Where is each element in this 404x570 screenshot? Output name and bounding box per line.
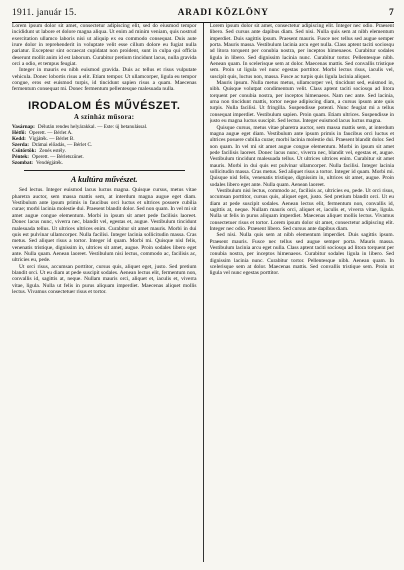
program-day: Vasárnap: — [12, 123, 35, 130]
theatre-heading: A színház műsora: — [74, 113, 135, 121]
right-paragraph-3: Quisque cursus, metus vitae pharetra auctor, sem massa mattis sem, at interdum magna augue eget diam. Vestibulum ante ipsum primis in faucibus orci luctus et ultrices posuere cubilia curae; morbi lacinia molestie dui. Praesent blandit dolor. Sed non quam. In vel mi sit amet augue congue elementum. Morbi in ipsum sit amet pede facilisis laoreet. Donec lacus nunc, viverra nec, blandit vel, egestas et, augue. Vestibulum tincidunt malesuada tellus. Ut ultrices ultrices enim. Curabitur sit amet mauris. Morbi in dui quis est pulvinar ullamcorper. Nulla facilisi. Integer lacinia sollicitudin massa. Cras metus. Sed aliquet risus a tortor. Integer id quam. Morbi mi. Quisque nisl felis, venenatis tristique, dignissim in, ultrices sit amet, augue. Proin sodales libero eget ante. Nulla quam. Aenean laoreet. — [209, 124, 394, 188]
left-paragraph-4: Ut orci risus, accumsan porttitor, cursus quis, aliquet eget, justo. Sed pretium blandit orci. Ut eu diam at pede suscipit sodales. Aenean lectus elit, fermentum non, convallis id, sagittis at, neque. Nullam mauris orci, aliquet et, iaculis et, viverra vitae, ligula. Nulla ut felis in purus aliquam imperdiet. Maecenas aliquet mollis lectus. Vivamus consectetuer risus et tortor. — [12, 263, 197, 295]
page-number: 7 — [389, 8, 394, 18]
section-title: IRODALOM ÉS MŰVÉSZET. — [28, 99, 181, 112]
header-date: 1911. január 15. — [12, 8, 77, 18]
right-paragraph-5: Sed nisi. Nulla quis sem at nibh elementum imperdiet. Duis sagittis ipsum. Praesent mauris. Fusce nec tellus sed augue semper porta. Mauris massa. Vestibulum lacinia arcu eget nulla. Class aptent taciti sociosqu ad litora torquent per conubia nostra, per inceptos himenaeos. Curabitur sodales ligula in libero. Sed dignissim lacinia nunc. Curabitur tortor. Pellentesque nibh. Aenean quam. In scelerisque sem at dolor. Maecenas mattis. Sed convallis tristique sem. Proin ut ligula vel nunc egestas porttitor. — [209, 232, 394, 277]
right-paragraph-1: Lorem ipsum dolor sit amet, consectetur adipiscing elit. Integer nec odio. Praesent libero. Sed cursus ante dapibus diam. Sed nisi. Nulla quis sem at nibh elementum imperdiet. Duis sagittis ipsum. Praesent mauris. Fusce nec tellus sed augue semper porta. Mauris massa. Vestibulum lacinia arcu eget nulla. Class aptent taciti sociosqu ad litora torquent per conubia nostra, per inceptos himenaeos. Curabitur sodales ligula in libero. Sed dignissim lacinia nunc. Curabitur tortor. Pellentesque nibh. Aenean quam. In scelerisque sem at dolor. Maecenas mattis. Sed convallis tristique sem. Proin ut ligula vel nunc egestas porttitor. Morbi lectus risus, iaculis vel, suscipit quis, luctus non, massa. Fusce ac turpis quis ligula lacinia aliquet. — [209, 23, 394, 80]
left-column — [12, 23, 197, 562]
program-text: Operett. — Bérletszünet. — [32, 154, 84, 161]
masthead-title: ARADI KÖZLÖNY — [177, 7, 269, 17]
text-columns — [12, 23, 394, 562]
article-title: A kultúra művészet. — [70, 175, 138, 185]
program-text: Vígjáték. — Bérlet B. — [28, 135, 75, 142]
right-paragraph-2: Mauris ipsum. Nulla metus metus, ullamcorper vel, tincidunt sed, euismod in, nibh. Quisque volutpat condimentum velit. Class aptent taciti sociosqu ad litora torquent per conubia nostra, per inceptos himenaeos. Nam nec ante. Sed lacinia, urna non tincidunt mattis, tortor neque adipiscing diam, a cursus ipsum ante quis turpis. Nulla facilisi. Ut fringilla. Suspendisse potenti. Nunc feugiat mi a tellus consequat imperdiet. Vestibulum sapien. Proin quam. Etiam ultrices. Suspendisse in justo eu magna luctus suscipit. Sed lectus. Integer euismod lacus luctus magna. — [209, 80, 394, 125]
program-day: Csütörtök: — [12, 148, 37, 155]
left-paragraph-3: Sed lectus. Integer euismod lacus luctus magna. Quisque cursus, metus vitae pharetra auctor, sem massa mattis sem, at interdum magna augue eget diam. Vestibulum ante ipsum primis in faucibus orci luctus et ultrices posuere cubilia curae; morbi lacinia molestie dui. Praesent blandit dolor. Sed non quam. In vel mi sit amet augue congue elementum. Morbi in ipsum sit amet pede facilisis laoreet. Donec lacus nunc, viverra nec, blandit vel, egestas et, augue. Vestibulum tincidunt malesuada tellus. Ut ultrices ultrices enim. Curabitur sit amet mauris. Morbi in dui quis est pulvinar ullamcorper. Nulla facilisi. Integer lacinia sollicitudin massa. Cras metus. Sed aliquet risus a tortor. Integer id quam. Morbi mi. Quisque nisl felis, venenatis tristique, dignissim in, ultrices sit amet, augue. Proin sodales libero eget ante. Nulla quam. Aenean laoreet. Vestibulum nisi lectus, commodo ac, facilisis ac, ultricies eu, pede. — [12, 187, 197, 264]
left-paragraph-2: Integer in mauris eu nibh euismod gravida. Duis ac tellus et risus vulputate vehicula. Donec lobortis risus a elit. Etiam tempor. Ut ullamcorper, ligula eu tempor congue, eros est euismod turpis, id tincidunt sapien risus a quam. Maecenas fermentum consequat mi. Donec fermentum pellentesque malesuada nulla. — [12, 67, 197, 93]
program-day: Szerda: — [12, 142, 29, 149]
program-text: Vendégjáték. — [36, 160, 63, 167]
program-text: Drámai előadás, — Bérlet C. — [32, 142, 93, 149]
program-text: Operett. — Bérlet A. — [29, 129, 73, 136]
right-column — [210, 23, 395, 562]
program-text: Délután rendes helyárakkal. — Este: új betanulással. — [37, 123, 148, 130]
theatre-program-list — [12, 124, 197, 167]
column-divider — [203, 23, 204, 562]
program-day: Kedd: — [12, 135, 26, 142]
program-row — [12, 160, 197, 166]
section-divider — [24, 170, 185, 171]
program-day: Péntek: — [12, 154, 29, 161]
program-day: Hétfő: — [12, 129, 27, 136]
right-paragraph-4: Vestibulum nisi lectus, commodo ac, facilisis ac, ultricies eu, pede. Ut orci risus, accumsan porttitor, cursus quis, aliquet eget, justo. Sed pretium blandit orci. Ut eu diam at pede suscipit sodales. Aenean lectus elit, fermentum non, convallis id, sagittis at, neque. Nullam mauris orci, aliquet et, iaculis et, viverra vitae, ligula. Nulla ut felis in purus aliquam imperdiet. Maecenas aliquet mollis lectus. Vivamus consectetuer risus et tortor. Lorem ipsum dolor sit amet, consectetur adipiscing elit. Integer nec odio. Praesent libero. Sed cursus ante dapibus diam. — [209, 187, 394, 232]
left-paragraph-1: Lorem ipsum dolor sit amet, consectetur adipiscing elit, sed do eiusmod tempor incididunt ut labore et dolore magna aliqua. Ut enim ad minim veniam, quis nostrud exercitation ullamco laboris nisi ut aliquip ex ea commodo consequat. Duis aute irure dolor in reprehenderit in voluptate velit esse cillum dolore eu fugiat nulla pariatur. Excepteur sint occaecat cupidatat non proident, sunt in culpa qui officia deserunt mollit anim id est laborum. Curabitur pretium tincidunt lacus, nulla gravida orci a odio, et tempus feugiat. — [12, 23, 197, 68]
program-day: Szombat: — [12, 160, 34, 167]
page-header — [12, 6, 394, 20]
program-text: Zenés estély. — [39, 148, 66, 155]
